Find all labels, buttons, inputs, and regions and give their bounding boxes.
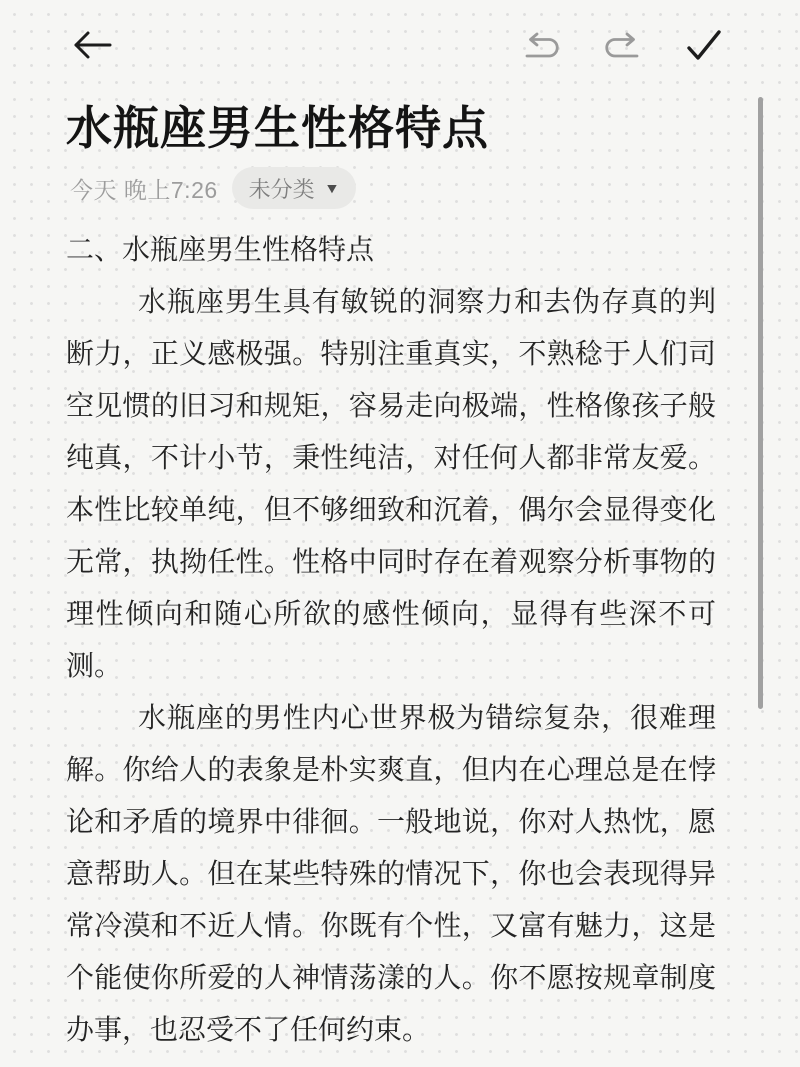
chevron-down-icon: ▼: [323, 180, 340, 196]
undo-button[interactable]: [518, 32, 562, 60]
undo-icon: [518, 32, 562, 60]
body-paragraph[interactable]: 水瓶座男生具有敏锐的洞察力和去伪存真的判断力，正义感极强。特别注重真实，不熟稔于人们司空见惯的旧习和规矩，容易走向极端，性格像孩子般纯真，不计小节，秉性纯洁，对任何人都非常友爱。本性比较单纯，但不够细致和沉着，偶尔会显得变化无常，执拗任性。性格中同时存在着观察分析事物的理性倾向和随心所欲的感性倾向，显得有些深不可测。: [66, 286, 716, 681]
note-meta-row: [70, 167, 356, 209]
body-paragraph[interactable]: 水瓶座的男性内心世界极为错综复杂，很难理解。你给人的表象是朴实爽直，但内在心理总是在悖论和矛盾的境界中徘徊。一般地说，你对人热忱，愿意帮助人。但在某些特殊的情况下，你也会表现得异常冷漠和不近人情。你既有个性，又富有魅力，这是个能使你所爱的人神情荡漾的人。你不愿按规章制度办事，也忍受不了任何约束。: [66, 702, 716, 1045]
note-timestamp: 今天 晚上7:26: [70, 176, 218, 203]
editor-toolbar: [0, 0, 800, 90]
back-button[interactable]: [70, 28, 114, 62]
section-heading[interactable]: 二、水瓶座男生性格特点: [66, 234, 375, 265]
vertical-scrollbar[interactable]: [758, 97, 763, 709]
note-body-editor[interactable]: [66, 224, 716, 1056]
note-title-field[interactable]: 水瓶座男生性格特点: [66, 102, 489, 154]
confirm-save-button[interactable]: [684, 26, 724, 64]
redo-icon: [602, 32, 646, 60]
checkmark-icon: [684, 26, 724, 64]
category-label: 未分类: [248, 176, 315, 202]
back-arrow-icon: [70, 28, 114, 62]
category-dropdown[interactable]: [232, 167, 356, 209]
redo-button[interactable]: [602, 32, 646, 60]
